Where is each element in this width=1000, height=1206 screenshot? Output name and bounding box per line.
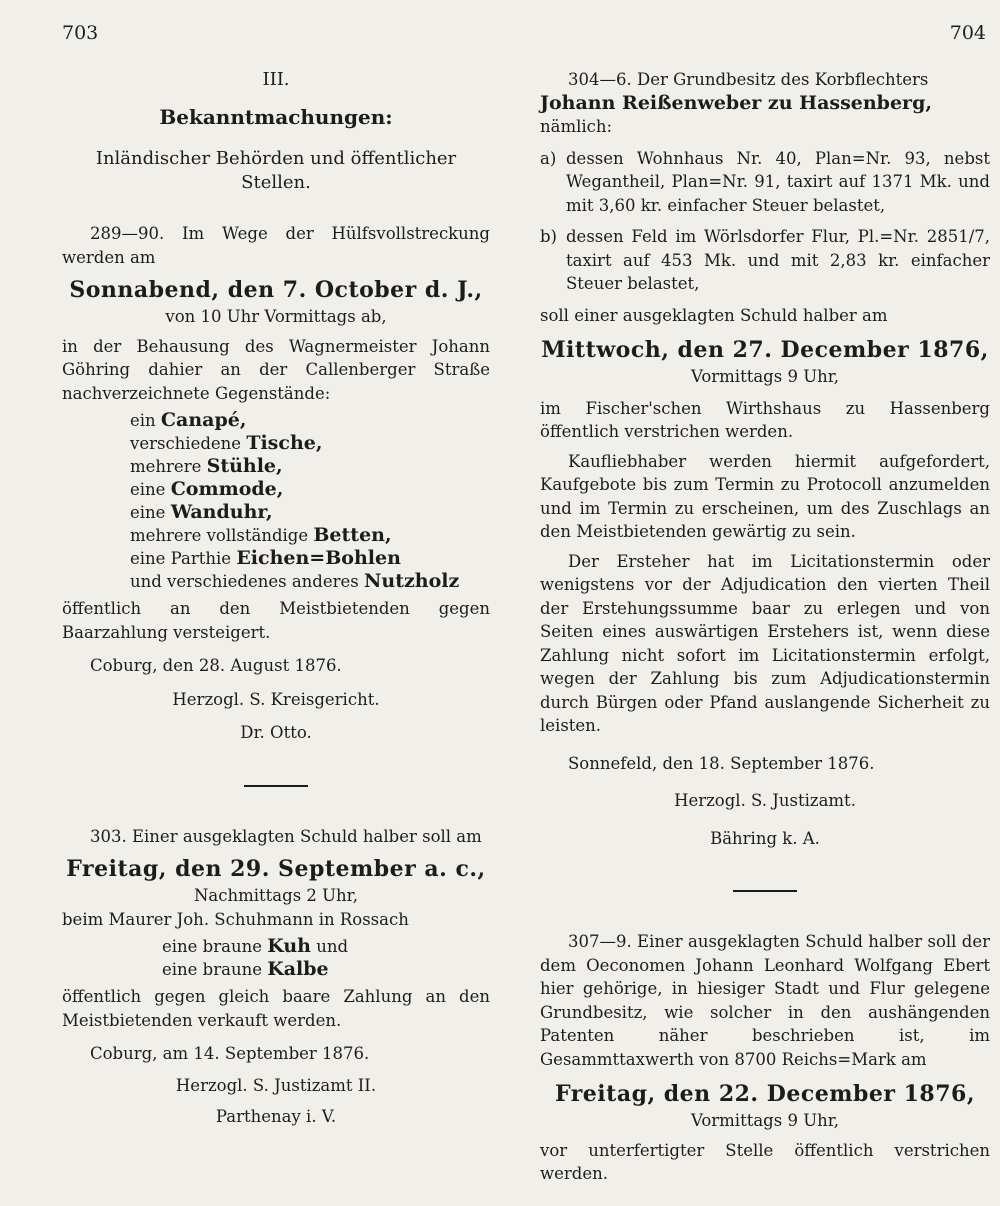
signer: Bähring k. A. [710, 828, 820, 848]
signer: Dr. Otto. [240, 723, 312, 742]
list-item: eine braune Kalbe [162, 958, 329, 980]
notice-307 [540, 930, 990, 1186]
notice-304 [540, 68, 990, 850]
auction-time: von 10 Uhr Vormittags ab, [165, 307, 387, 326]
owner-name: Johann Reißenweber zu Hassenberg, [540, 91, 932, 114]
list-item: eine Wanduhr, [130, 501, 273, 523]
paragraph: Kaufliebhaber werden hiermit aufgefordert, Kaufgebote bis zum Termin zu Protocoll anzumelden und im Termin zu erscheinen, um des Zuschlags an den Meistbietenden gewärtig zu sein. [540, 451, 990, 541]
notice-text: 307—9. Einer ausgeklagten Schuld halber soll der dem Oeconomen Johann Leonhard Wolfgang Ebert hier gehörige, in hiesiger Stadt und Flur gelegene Grundbesitz, wie solcher in den aushängenden Patenten näher beschrieben ist, im Gesammttaxwerth von 8700 Reichs=Mark am [540, 932, 990, 1069]
auction-place: beim Maurer Joh. Schuhmann in Rossach [62, 909, 409, 929]
auction-time: Nachmittags 2 Uhr, [193, 886, 359, 905]
list-item: mehrere Stühle, [130, 455, 283, 477]
authority: Herzogl. S. Justizamt. [674, 791, 856, 810]
namely-label: nämlich: [540, 117, 613, 136]
item-list [130, 409, 490, 593]
list-item: verschiedene Tische, [130, 432, 323, 454]
paragraph: Der Ersteher hat im Licitationstermin oder wenigstens vor der Adjudication den vierten Theil der Erstehungssumme baar zu erlegen und von Seiten eines auswärtigen Erstehers ist, wenn diese Zahlung nicht sofort im Licitationstermin erfolgt, wegen der Zahlung bis zum Adjudicationstermin durch Bürgen oder Pfand auslangende Sicherheit zu leisten. [540, 551, 990, 735]
divider [733, 890, 797, 892]
auction-place: im Fischer'schen Wirthshaus zu Hassenberg öffentlich verstrichen werden. [540, 398, 990, 441]
place-date: Sonnefeld, den 18. September 1876. [568, 753, 875, 773]
section-subtitle: Inländischer Behörden und öffentlicher Stellen. [95, 148, 457, 193]
notice-intro: soll einer ausgeklagten Schuld halber am [540, 305, 888, 325]
auction-date: Sonnabend, den 7. October d. J., [69, 277, 483, 303]
property-item-b: b) dessen Feld im Wörlsdorfer Flur, Pl.=Nr. 2851/7, taxirt auf 453 Mk. und mit 2,83 kr. einfacher Steuer belastet, [540, 227, 990, 293]
notice-closing: vor unterfertigter Stelle öffentlich verstrichen werden. [540, 1140, 990, 1183]
list-item: ein Canapé, [130, 409, 247, 431]
auction-date: Freitag, den 22. December 1876, [554, 1081, 976, 1107]
auction-date: Freitag, den 29. September a. c., [66, 856, 486, 882]
auction-time: Vormittags 9 Uhr, [690, 367, 840, 386]
list-item: mehrere vollständige Betten, [130, 524, 392, 546]
list-item: eine braune Kuh und [162, 935, 349, 957]
auction-date: Mittwoch, den 27. December 1876, [541, 337, 989, 363]
item-list [162, 935, 490, 981]
list-item: eine Commode, [130, 478, 284, 500]
signer: Parthenay i. V. [215, 1107, 337, 1126]
list-item: und verschiedenes anderes Nutzholz [130, 570, 460, 592]
section-number: III. [262, 69, 290, 90]
divider [244, 785, 308, 787]
page-number-left: 703 [62, 22, 99, 44]
auction-time: Vormittags 9 Uhr, [690, 1111, 840, 1130]
notice-lead: 303. Einer ausgeklagten Schuld halber soll am [90, 826, 482, 846]
notice-closing: öffentlich an den Meistbietenden gegen Baarzahlung versteigert. [62, 599, 490, 642]
notice-289 [62, 222, 490, 745]
auction-place: in der Behausung des Wagnermeister Johann Göhring dahier an der Callenberger Straße nachverzeichnete Gegenstände: [62, 336, 490, 403]
property-item-a: a) dessen Wohnhaus Nr. 40, Plan=Nr. 93, nebst Wegantheil, Plan=Nr. 91, taxirt auf 1371 Mk. und mit 3,60 kr. einfacher Steuer belastet, [540, 148, 990, 215]
section-title: Bekanntmachungen: [159, 104, 393, 129]
page-number-right: 704 [949, 22, 986, 44]
place-date: Coburg, den 28. August 1876. [90, 656, 342, 675]
place-date: Coburg, am 14. September 1876. [90, 1044, 370, 1063]
left-column [62, 68, 490, 1129]
notice-303 [62, 825, 490, 1129]
notice-closing: öffentlich gegen gleich baare Zahlung an den Meistbietenden verkauft werden. [62, 987, 490, 1030]
notice-lead: 304—6. Der Grundbesitz des Korbflechters [568, 70, 929, 89]
right-column [540, 68, 990, 1186]
authority: Herzogl. S. Kreisgericht. [172, 689, 380, 709]
notice-lead: 289—90. Im Wege der Hülfsvollstreckung werden am [62, 224, 490, 267]
authority: Herzogl. S. Justizamt II. [175, 1075, 377, 1095]
list-item: eine Parthie Eichen=Bohlen [130, 547, 401, 569]
